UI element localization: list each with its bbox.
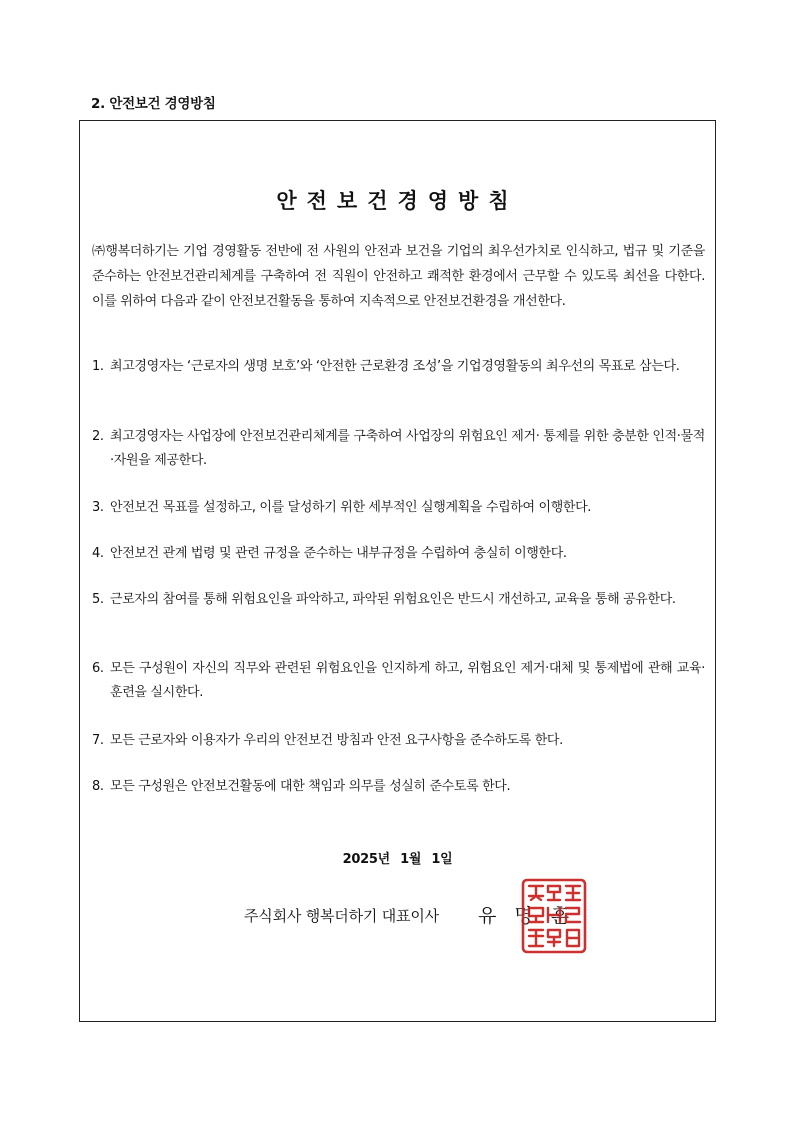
policy-item-4 xyxy=(92,542,705,566)
policy-number: 2. xyxy=(92,429,104,444)
policy-number: 5. xyxy=(92,592,104,607)
policy-text: 근로자의 참여를 통해 위험요인을 파악하고, 파악된 위험요인은 반드시 개선하고, 교육을 통해 공유한다. xyxy=(110,592,676,607)
policy-text: 모든 근로자와 이용자가 우리의 안전보건 방침과 안전 요구사항을 준수하도록 한다. xyxy=(110,733,563,748)
intro-paragraph: ㈜행복더하기는 기업 경영활동 전반에 전 사원의 안전과 보건을 기업의 최우선가치로 인식하고, 법규 및 기준을 준수하는 안전보건관리체계를 구축하여 전 직원이 안전하고 쾌적한 환경에서 근무할 수 있도록 최선을 다한다. 이를 위하여 다음과 같이 안전보건활동을 통하여 지속적으로 안전보건환경을 개선한다. xyxy=(92,244,705,309)
policy-item-2 xyxy=(92,425,705,473)
policy-item-5 xyxy=(92,588,705,612)
policy-item-1 xyxy=(92,355,705,379)
policy-number: 4. xyxy=(92,546,104,561)
policy-text: 최고경영자는 ‘근로자의 생명 보호’와 ‘안전한 근로환경 조성’을 기업경영활동의 최우선의 목표로 삼는다. xyxy=(110,359,680,374)
policy-item-7 xyxy=(92,729,705,753)
policy-document-frame xyxy=(79,120,716,1022)
policy-number: 1. xyxy=(92,359,104,374)
company-seal-icon xyxy=(521,878,587,954)
document-title: 안전보건경영방침 xyxy=(276,189,519,213)
policy-text: 안전보건 목표를 설정하고, 이를 달성하기 위한 세부적인 실행계획을 수립하여 이행한다. xyxy=(110,500,592,515)
policy-number: 7. xyxy=(92,733,104,748)
policy-item-3 xyxy=(92,496,705,520)
signature-line: 주식회사 행복더하기 대표이사 xyxy=(244,907,439,925)
policy-number: 8. xyxy=(92,779,104,794)
signer-name: 유 명 훈 xyxy=(478,905,576,927)
policy-text: 모든 구성원이 자신의 직무와 관련된 위험요인을 인지하게 하고, 위험요인 제거·대체 및 통제법에 관해 교육·훈련을 실시한다. xyxy=(110,661,705,700)
section-heading: 2. 안전보건 경영방침 xyxy=(91,96,216,112)
policy-text: 최고경영자는 사업장에 안전보건관리체계를 구축하여 사업장의 위험요인 제거· 통제를 위한 충분한 인적·물적·자원을 제공한다. xyxy=(110,429,705,468)
policy-text: 모든 구성원은 안전보건활동에 대한 책임과 의무를 성실히 준수토록 한다. xyxy=(110,779,511,794)
policy-text: 안전보건 관계 법령 및 관련 규정을 준수하는 내부규정을 수립하여 충실히 이행한다. xyxy=(110,546,567,561)
policy-number: 3. xyxy=(92,500,104,515)
policy-number: 6. xyxy=(92,661,104,676)
document-date: 2025년 1월 1일 xyxy=(342,852,453,867)
policy-item-6 xyxy=(92,657,705,705)
policy-item-8 xyxy=(92,775,705,799)
